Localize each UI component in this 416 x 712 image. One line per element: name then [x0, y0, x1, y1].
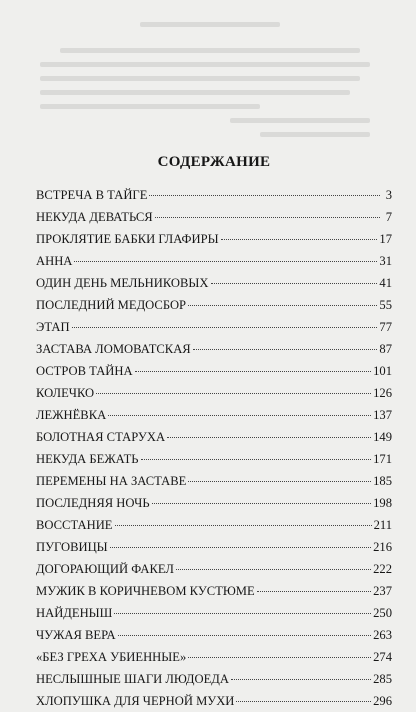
- toc-entry-title: ПЕРЕМЕНЫ НА ЗАСТАВЕ: [36, 474, 187, 488]
- toc-entry: [36, 338, 392, 360]
- bleed-line: [230, 118, 370, 123]
- toc-entry: [36, 382, 392, 404]
- toc-entry-page: 216: [373, 540, 392, 554]
- page-title: СОДЕРЖАНИЕ: [157, 154, 271, 170]
- toc-entry: [36, 228, 392, 250]
- toc-entry: [36, 316, 392, 338]
- dot-leader: [135, 371, 372, 372]
- toc-entry-title: ДОГОРАЮЩИЙ ФАКЕЛ: [36, 562, 174, 576]
- toc-entry: [36, 646, 392, 668]
- toc-entry: [36, 558, 392, 580]
- dot-leader: [221, 239, 378, 240]
- bleed-line: [40, 90, 350, 95]
- toc-entry: [36, 536, 392, 558]
- toc-entry-page: 237: [373, 584, 392, 598]
- toc-entry-title: ЭТАП: [36, 320, 70, 334]
- toc-entry-title: ПОСЛЕДНЯЯ НОЧЬ: [36, 496, 150, 510]
- dot-leader: [188, 305, 377, 306]
- dot-leader: [141, 459, 372, 460]
- toc-entry-page: 296: [373, 694, 392, 708]
- toc-entry-page: 101: [373, 364, 392, 378]
- toc-entry-page: 17: [379, 232, 392, 246]
- toc-entry-page: 263: [373, 628, 392, 642]
- toc-entry-title: АННА: [36, 254, 73, 268]
- toc-entry-title: ВСТРЕЧА В ТАЙГЕ: [36, 188, 148, 202]
- bleed-line: [40, 76, 360, 81]
- bleed-line: [40, 62, 370, 67]
- toc-entry: [36, 294, 392, 316]
- toc-entry-title: ОСТРОВ ТАЙНА: [36, 364, 133, 378]
- bleed-line: [260, 132, 370, 137]
- dot-leader: [149, 195, 380, 196]
- toc-entry-title: НЕСЛЫШНЫЕ ШАГИ ЛЮДОЕДА: [36, 672, 229, 686]
- toc-page: [36, 152, 392, 712]
- dot-leader: [72, 327, 378, 328]
- toc-entry: [36, 426, 392, 448]
- bleed-line: [40, 104, 260, 109]
- dot-leader: [96, 393, 371, 394]
- toc-entry: [36, 448, 392, 470]
- toc-entry-page: 41: [379, 276, 392, 290]
- dot-leader: [176, 569, 371, 570]
- toc-entry-page: 31: [379, 254, 392, 268]
- toc-entry-title: ХЛОПУШКА ДЛЯ ЧЕРНОЙ МУХИ: [36, 694, 235, 708]
- toc-entry: [36, 272, 392, 294]
- toc-entry-title: ВОССТАНИЕ: [36, 518, 113, 532]
- toc-entry-title: БОЛОТНАЯ СТАРУХА: [36, 430, 166, 444]
- toc-entry: [36, 624, 392, 646]
- dot-leader: [231, 679, 371, 680]
- toc-entry: [36, 514, 392, 536]
- toc-entry-page: 149: [373, 430, 392, 444]
- toc-entry-title: ЧУЖАЯ ВЕРА: [36, 628, 116, 642]
- toc-entry-title: «БЕЗ ГРЕХА УБИЕННЫЕ»: [36, 650, 187, 664]
- toc-entry-title: НАЙДЕНЫШ: [36, 606, 113, 620]
- toc-entry-page: 274: [373, 650, 392, 664]
- toc-entry-title: МУЖИК В КОРИЧНЕВОМ КУСТЮМЕ: [36, 584, 255, 598]
- dot-leader: [115, 525, 372, 526]
- toc-entry: [36, 360, 392, 382]
- toc-entry: [36, 470, 392, 492]
- toc-entry-title: ОДИН ДЕНЬ МЕЛЬНИКОВЫХ: [36, 276, 209, 290]
- dot-leader: [188, 481, 371, 482]
- toc-entry: [36, 690, 392, 712]
- toc-entry-page: 3: [385, 188, 392, 202]
- toc-entry-page: 185: [373, 474, 392, 488]
- toc-entry: [36, 404, 392, 426]
- toc-entry: [36, 668, 392, 690]
- bleed-line: [140, 22, 280, 27]
- toc-entry-page: 87: [379, 342, 392, 356]
- toc-entry: [36, 492, 392, 514]
- toc-entry-title: НЕКУДА ДЕВАТЬСЯ: [36, 210, 153, 224]
- toc-entry-page: 285: [373, 672, 392, 686]
- dot-leader: [257, 591, 371, 592]
- toc-entry-page: 198: [373, 496, 392, 510]
- toc-entry-title: ПОСЛЕДНИЙ МЕДОСБОР: [36, 298, 187, 312]
- toc-entry-page: 137: [373, 408, 392, 422]
- toc-entry-title: ПУГОВИЦЫ: [36, 540, 108, 554]
- bleed-through-text: [0, 0, 416, 150]
- toc-entry-page: 77: [379, 320, 392, 334]
- toc-entry-page: 211: [373, 518, 392, 532]
- toc-list: [36, 184, 392, 712]
- toc-entry: [36, 602, 392, 624]
- dot-leader: [236, 701, 371, 702]
- dot-leader: [152, 503, 372, 504]
- toc-entry: [36, 250, 392, 272]
- dot-leader: [118, 635, 372, 636]
- dot-leader: [74, 261, 377, 262]
- toc-entry: [36, 184, 392, 206]
- dot-leader: [193, 349, 378, 350]
- toc-entry: [36, 580, 392, 602]
- dot-leader: [188, 657, 371, 658]
- dot-leader: [211, 283, 378, 284]
- toc-entry-page: 126: [373, 386, 392, 400]
- dot-leader: [114, 613, 371, 614]
- toc-entry-title: ЗАСТАВА ЛОМОВАТСКАЯ: [36, 342, 191, 356]
- toc-entry-page: 55: [379, 298, 392, 312]
- dot-leader: [108, 415, 371, 416]
- toc-entry: [36, 206, 392, 228]
- toc-entry-title: ЛЕЖНЁВКА: [36, 408, 107, 422]
- toc-entry-title: КОЛЕЧКО: [36, 386, 95, 400]
- toc-entry-title: ПРОКЛЯТИЕ БАБКИ ГЛАФИРЫ: [36, 232, 219, 246]
- toc-entry-page: 171: [373, 452, 392, 466]
- dot-leader: [110, 547, 371, 548]
- toc-entry-title: НЕКУДА БЕЖАТЬ: [36, 452, 139, 466]
- dot-leader: [155, 217, 380, 218]
- toc-entry-page: 222: [373, 562, 392, 576]
- dot-leader: [167, 437, 371, 438]
- bleed-line: [60, 48, 360, 53]
- toc-entry-page: 250: [373, 606, 392, 620]
- toc-entry-page: 7: [385, 210, 392, 224]
